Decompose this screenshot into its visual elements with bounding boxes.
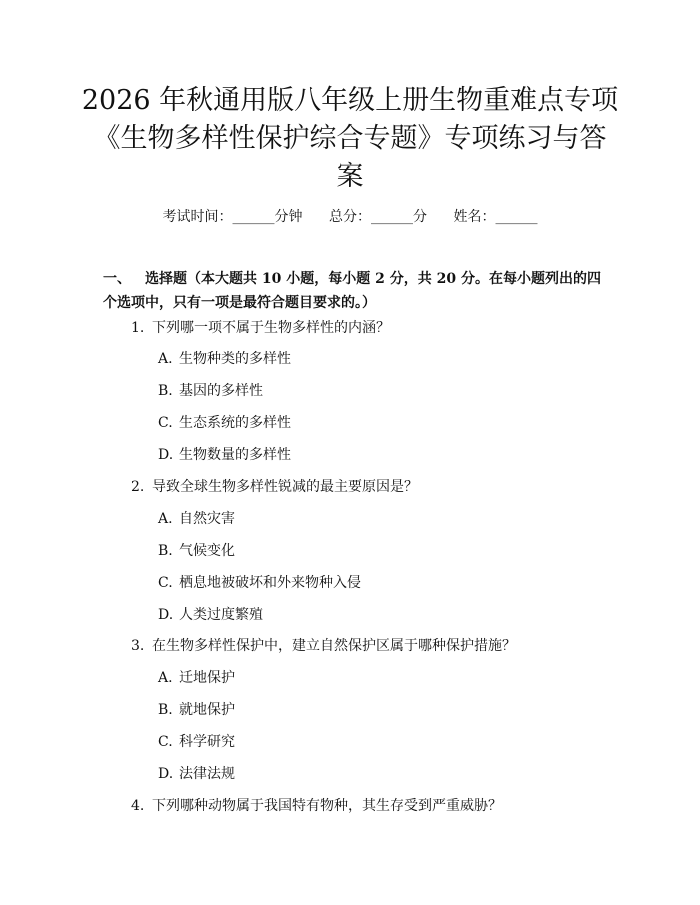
option-letter: D.	[158, 766, 174, 782]
option-letter: A.	[158, 670, 173, 686]
option-text: 迁地保护	[179, 670, 235, 686]
question-number: 4.	[131, 798, 145, 814]
option-1d	[158, 445, 291, 465]
option-letter: A.	[158, 511, 173, 527]
option-2d	[158, 605, 263, 625]
option-letter: D.	[158, 447, 174, 463]
title-line-1: 2026 年秋通用版八年级上册生物重难点专项	[81, 85, 619, 116]
option-text: 法律法规	[179, 766, 235, 782]
question-text: 下列哪种动物属于我国特有物种，其生存受到严重威胁？	[152, 798, 502, 814]
total-score-field: 总分：______分	[329, 209, 427, 225]
option-letter: D.	[158, 607, 174, 623]
title-line-2: 《生物多样性保护综合专题》专项练习与答	[93, 123, 607, 154]
option-text: 栖息地被破坏和外来物种入侵	[179, 575, 361, 591]
option-text: 生态系统的多样性	[179, 415, 291, 431]
option-3b	[158, 700, 235, 720]
option-letter: A.	[158, 351, 173, 367]
option-letter: B.	[158, 702, 173, 718]
option-1c	[158, 413, 291, 433]
student-name-field: 姓名：______	[453, 209, 538, 225]
option-text: 自然灾害	[179, 511, 235, 527]
option-text: 就地保护	[179, 702, 235, 718]
question-4	[131, 796, 502, 816]
option-text: 基因的多样性	[179, 383, 263, 399]
option-2c	[158, 573, 361, 593]
option-1b	[158, 381, 263, 401]
question-number: 1.	[131, 320, 145, 336]
question-number: 2.	[131, 479, 145, 495]
question-2	[131, 477, 418, 497]
section-heading	[103, 267, 613, 315]
option-2b	[158, 541, 235, 561]
question-text: 在生物多样性保护中，建立自然保护区属于哪种保护措施？	[152, 638, 516, 654]
option-text: 生物种类的多样性	[179, 351, 291, 367]
option-2a	[158, 509, 235, 529]
option-letter: B.	[158, 543, 173, 559]
question-text: 导致全球生物多样性锐减的最主要原因是？	[152, 479, 418, 495]
exam-time-field: 考试时间：______分钟	[162, 209, 303, 225]
option-text: 科学研究	[179, 734, 235, 750]
section-instructions: 选择题（本大题共 10 小题，每小题 2 分，共 20 分。在每小题列出的四个选项中，只有一项是最符合题目要求的。）	[103, 271, 601, 311]
option-letter: C.	[158, 575, 173, 591]
option-text: 人类过度繁殖	[179, 607, 263, 623]
document-title	[60, 82, 640, 196]
section-number: 一、	[103, 271, 131, 287]
exam-info	[0, 206, 700, 226]
question-text: 下列哪一项不属于生物多样性的内涵？	[152, 320, 390, 336]
question-number: 3.	[131, 638, 145, 654]
option-letter: B.	[158, 383, 173, 399]
option-3a	[158, 668, 235, 688]
option-text: 气候变化	[179, 543, 235, 559]
option-letter: C.	[158, 415, 173, 431]
question-1	[131, 318, 390, 338]
option-3d	[158, 764, 235, 784]
title-line-3: 案	[336, 161, 364, 192]
option-letter: C.	[158, 734, 173, 750]
option-1a	[158, 349, 291, 369]
option-text: 生物数量的多样性	[179, 447, 291, 463]
option-3c	[158, 732, 235, 752]
question-3	[131, 636, 516, 656]
